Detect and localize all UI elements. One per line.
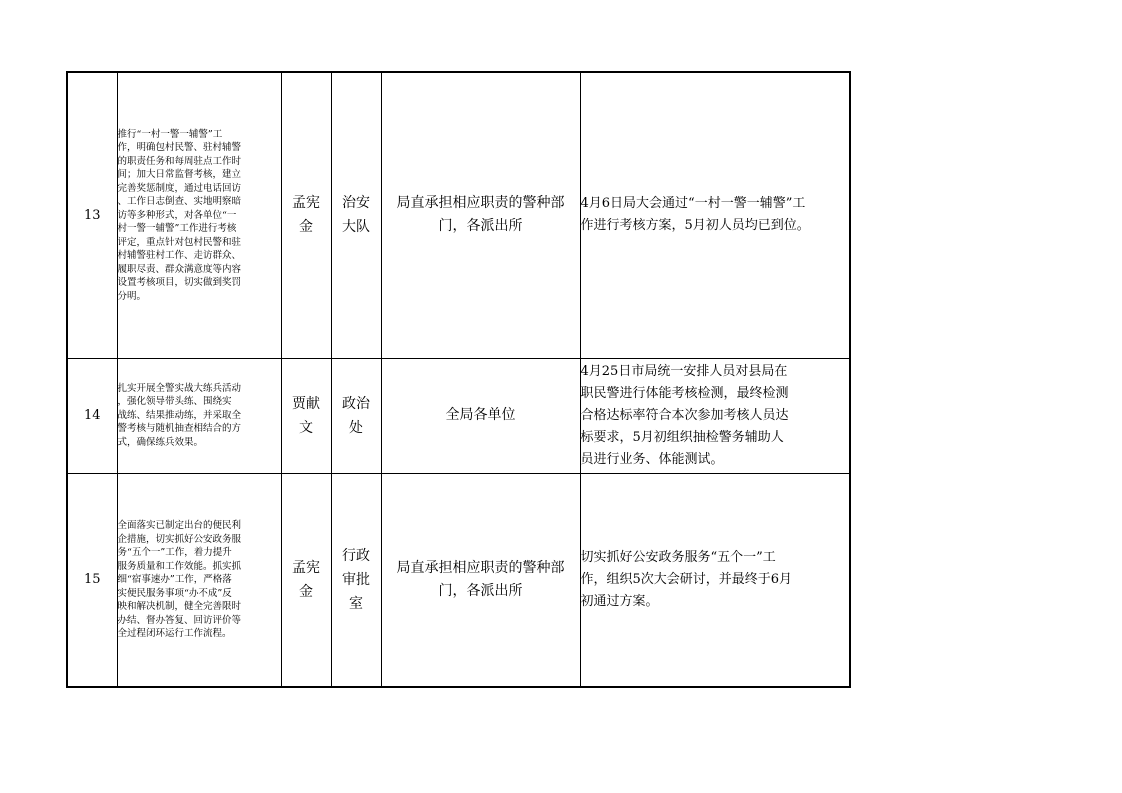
lead-department: 政治 处 bbox=[331, 358, 381, 473]
row-number: 13 bbox=[67, 72, 117, 358]
table-row bbox=[67, 72, 850, 358]
task-description: 推行“一村一警一辅警”工 作，明确包村民警、驻村辅警 的职责任务和每周驻点工作时 间；加大日常监督考核，建立 完善奖惩制度，通过电话回访 、工作日志倒查、实地明察暗 访等多种形式，对各单位“一 村一警一辅警”工作进行考核 评定，重点针对包村民警和驻 村辅警驻村工作、走访群众、 履职尽责、群众满意度等内容 设置考核项目，切实做到奖罚 分明。 bbox=[117, 72, 281, 358]
responsible-leader: 孟宪 金 bbox=[281, 473, 331, 687]
task-table bbox=[66, 71, 851, 688]
table-row bbox=[67, 358, 850, 473]
row-number: 14 bbox=[67, 358, 117, 473]
progress-status: 4月25日市局统一安排人员对县局在 职民警进行体能考核检测，最终检测 合格达标率符合本次参加考核人员达 标要求，5月初组织抽检警务辅助人 员进行业务、体能测试。 bbox=[580, 358, 850, 473]
responsible-leader: 孟宪 金 bbox=[281, 72, 331, 358]
progress-status: 切实抓好公安政务服务“五个一”工 作，组织5次大会研讨，并最终于6月 初通过方案。 bbox=[580, 473, 850, 687]
task-description: 扎实开展全警实战大练兵活动 ，强化领导带头练、围绕实 战练、结果推动练，并采取全 警考核与随机抽查相结合的方 式，确保练兵效果。 bbox=[117, 358, 281, 473]
responsible-units: 全局各单位 bbox=[381, 358, 580, 473]
responsible-units: 局直承担相应职责的警种部 门，各派出所 bbox=[381, 72, 580, 358]
lead-department: 治安 大队 bbox=[331, 72, 381, 358]
responsible-units: 局直承担相应职责的警种部 门，各派出所 bbox=[381, 473, 580, 687]
responsible-leader: 贾献 文 bbox=[281, 358, 331, 473]
table-row bbox=[67, 473, 850, 687]
lead-department: 行政 审批 室 bbox=[331, 473, 381, 687]
row-number: 15 bbox=[67, 473, 117, 687]
progress-status: 4月6日局大会通过“一村一警一辅警”工 作进行考核方案，5月初人员均已到位。 bbox=[580, 72, 850, 358]
task-description: 全面落实已制定出台的便民利 企措施，切实抓好公安政务服 务“五个一”工作，着力提升 服务质量和工作效能。抓实抓 细“宿事速办”工作，严格落 实便民服务事项“办不成”反 映和解决机制，健全完善限时 办结、督办答复、回访评价等 全过程闭环运行工作流程。 bbox=[117, 473, 281, 687]
